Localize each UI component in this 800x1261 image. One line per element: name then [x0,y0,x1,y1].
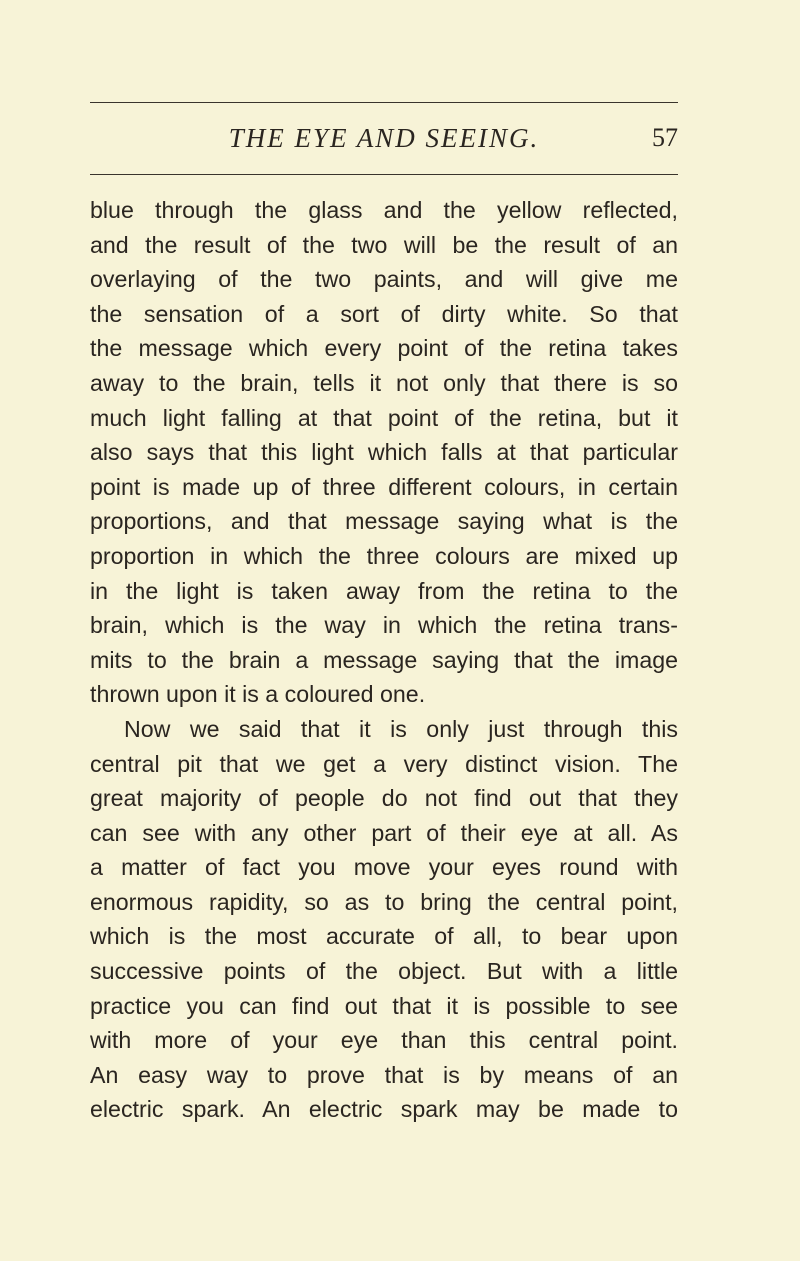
running-head [90,118,678,158]
text-line: electric spark. An electric spark may be made to [90,1096,678,1123]
text-line: great majority of people do not find out that they [90,785,678,812]
text-line: which is the most accurate of all, to bear upon [90,923,678,950]
text-line: Now we said that it is only just through this [124,715,678,742]
text-line: and the result of the two will be the result of an [90,231,678,258]
text-line: brain, which is the way in which the retina trans- [90,612,678,639]
text-line: away to the brain, tells it not only that there is so [90,369,678,396]
text-line: the message which every point of the retina takes [90,335,678,362]
text-line: a matter of fact you move your eyes round with [90,854,678,881]
text-line: in the light is taken away from the retina to the [90,577,678,604]
page-number: 57 [652,123,678,152]
text-line: the sensation of a sort of dirty white. So that [90,300,678,327]
body-text [90,193,678,1127]
text-line: thrown upon it is a coloured one. [90,681,426,708]
text-line: overlaying of the two paints, and will give me [90,266,678,293]
text-line: can see with any other part of their eye at all. As [90,819,678,846]
text-line: much light falling at that point of the retina, but it [90,404,678,431]
text-line: also says that this light which falls at that particular [90,439,678,466]
text-line: mits to the brain a message saying that the image [90,646,678,673]
running-head-title: THE EYE AND SEEING. [228,123,540,153]
text-line: practice you can find out that it is possible to see [90,992,678,1019]
text-line: proportions, and that message saying what is the [90,508,678,535]
text-line: successive points of the object. But with a little [90,958,678,985]
header-rule-bottom [90,174,678,175]
text-line: proportion in which the three colours are mixed up [90,542,678,569]
text-line: An easy way to prove that is by means of an [90,1061,678,1088]
text-line: with more of your eye than this central point. [90,1027,678,1054]
text-line: point is made up of three different colours, in certain [90,473,678,500]
text-line: enormous rapidity, so as to bring the central point, [90,888,678,915]
header-rule-top [90,102,678,103]
text-line: central pit that we get a very distinct vision. The [90,750,678,777]
text-line: blue through the glass and the yellow reflected, [90,197,678,223]
